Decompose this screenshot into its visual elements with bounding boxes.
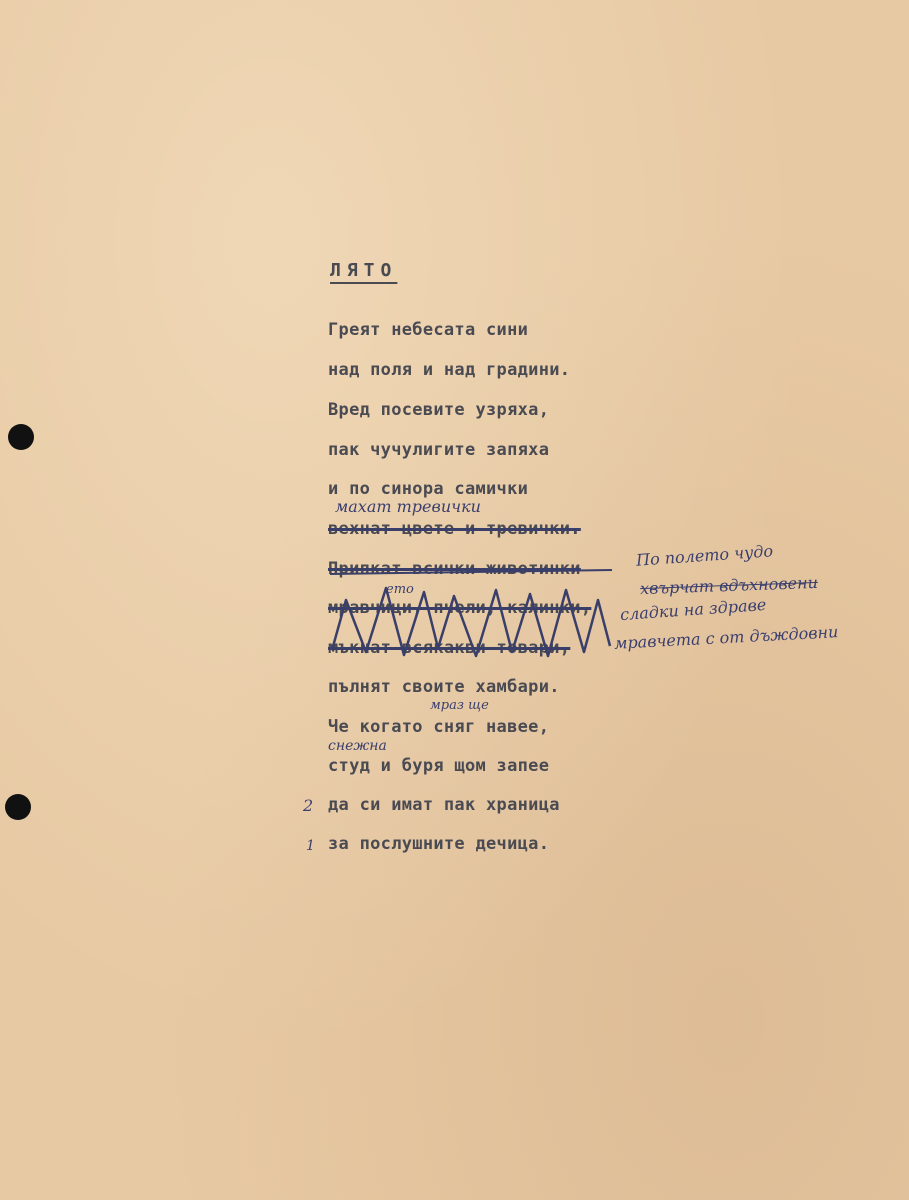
poem-line-9: мъкнат всякакви товари, [328, 638, 571, 658]
punch-hole-top [8, 424, 34, 450]
handwritten-note-line-4: мравчета с от дъждовни [613, 622, 839, 653]
poem-line-1: Греят небесата сини [328, 320, 529, 340]
scribble-strikeout [326, 560, 616, 670]
poem-line-7: Припкат всички животинки [328, 559, 581, 579]
poem-line-11: Че когато сняг навее, [328, 717, 550, 737]
poem-line-13: да си имат пак храница [328, 795, 560, 815]
handwritten-note-line-3: сладки на здраве [619, 594, 767, 625]
handwritten-correction-line-11: мраз ще [430, 698, 489, 713]
handwritten-note-line-1: По полето чудо [635, 541, 774, 570]
poem-line-8: мравчици, пчели, калинки, [328, 598, 592, 618]
margin-mark-2: 2 [303, 796, 314, 815]
handwritten-correction-line-8: ето [386, 582, 414, 597]
poem-line-10: пълнят своите хамбари. [328, 677, 560, 697]
margin-mark-1: 1 [306, 838, 315, 854]
poem-line-6: вехнат цвете и тревички. [328, 519, 581, 539]
handwritten-correction-line-6: махат тревички [335, 497, 481, 516]
poem-line-4: пак чучулигите запяха [328, 440, 550, 460]
poem-line-3: Вред посевите узряха, [328, 400, 550, 420]
punch-hole-bottom [5, 794, 31, 820]
poem-title: ЛЯТО [330, 260, 398, 281]
handwritten-note-line-2: хвърчат вдъхновени [639, 572, 819, 599]
poem-line-2: над поля и над градини. [328, 360, 571, 380]
poem-line-5: и по синора самички [328, 479, 529, 499]
poem-line-12: студ и буря щом запее [328, 756, 550, 776]
poem-line-14: за послушните дечица. [328, 834, 550, 854]
handwritten-correction-line-12: снежна [328, 738, 387, 754]
